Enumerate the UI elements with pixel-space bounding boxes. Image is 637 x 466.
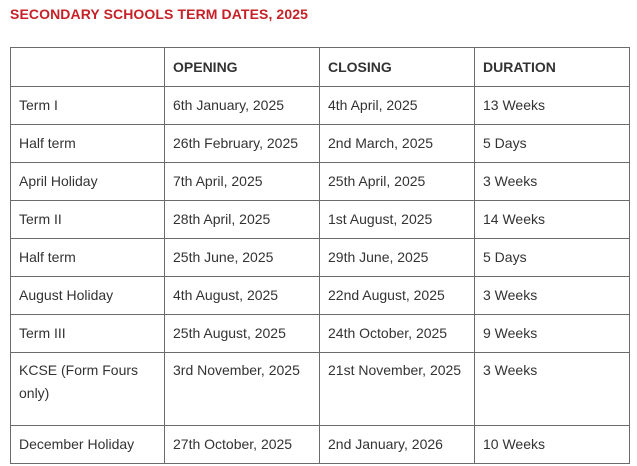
- period-cell: April Holiday: [11, 163, 165, 201]
- table-header-row: [11, 48, 630, 87]
- opening-cell: 4th August, 2025: [165, 277, 320, 315]
- closing-cell: 29th June, 2025: [320, 239, 475, 277]
- period-cell: Half term: [11, 239, 165, 277]
- opening-cell: 7th April, 2025: [165, 163, 320, 201]
- period-cell: December Holiday: [11, 426, 165, 464]
- duration-cell: 3 Weeks: [475, 163, 630, 201]
- closing-cell: 2nd January, 2026: [320, 426, 475, 464]
- duration-cell: 5 Days: [475, 125, 630, 163]
- opening-cell: 3rd November, 2025: [165, 353, 320, 426]
- table-row: [11, 163, 630, 201]
- opening-cell: 28th April, 2025: [165, 201, 320, 239]
- duration-cell: 5 Days: [475, 239, 630, 277]
- table-row: [11, 201, 630, 239]
- table-row: [11, 353, 630, 426]
- opening-cell: 6th January, 2025: [165, 87, 320, 125]
- table-row: [11, 87, 630, 125]
- table-row: [11, 125, 630, 163]
- closing-cell: 24th October, 2025: [320, 315, 475, 353]
- period-cell: Term II: [11, 201, 165, 239]
- closing-cell: 22nd August, 2025: [320, 277, 475, 315]
- header-cell-duration: DURATION: [475, 48, 630, 87]
- duration-cell: 9 Weeks: [475, 315, 630, 353]
- closing-cell: 1st August, 2025: [320, 201, 475, 239]
- opening-cell: 25th August, 2025: [165, 315, 320, 353]
- table-row: [11, 239, 630, 277]
- term-dates-table: [10, 47, 630, 464]
- header-cell-opening: OPENING: [165, 48, 320, 87]
- table-row: [11, 315, 630, 353]
- duration-cell: 3 Weeks: [475, 353, 630, 426]
- period-cell: KCSE (Form Fours only): [11, 353, 165, 426]
- closing-cell: 4th April, 2025: [320, 87, 475, 125]
- opening-cell: 25th June, 2025: [165, 239, 320, 277]
- duration-cell: 14 Weeks: [475, 201, 630, 239]
- opening-cell: 27th October, 2025: [165, 426, 320, 464]
- header-cell-closing: CLOSING: [320, 48, 475, 87]
- period-cell: Term III: [11, 315, 165, 353]
- period-cell: Half term: [11, 125, 165, 163]
- closing-cell: 2nd March, 2025: [320, 125, 475, 163]
- page-title: SECONDARY SCHOOLS TERM DATES, 2025: [10, 6, 308, 22]
- table-row: [11, 426, 630, 464]
- closing-cell: 25th April, 2025: [320, 163, 475, 201]
- duration-cell: 13 Weeks: [475, 87, 630, 125]
- duration-cell: 10 Weeks: [475, 426, 630, 464]
- opening-cell: 26th February, 2025: [165, 125, 320, 163]
- header-cell-period: [11, 48, 165, 87]
- closing-cell: 21st November, 2025: [320, 353, 475, 426]
- table-row: [11, 277, 630, 315]
- period-cell: Term I: [11, 87, 165, 125]
- period-cell: August Holiday: [11, 277, 165, 315]
- duration-cell: 3 Weeks: [475, 277, 630, 315]
